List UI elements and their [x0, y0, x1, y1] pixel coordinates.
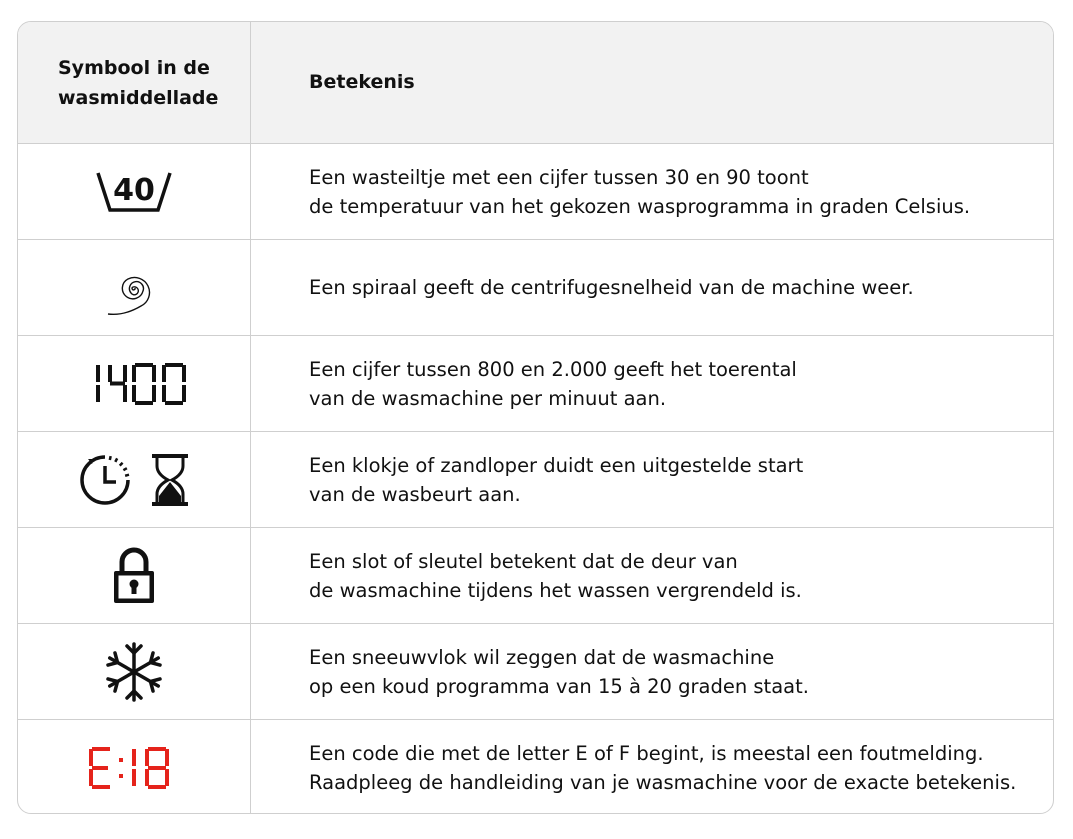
meaning-line-1: Een klokje of zandloper duidt een uitgestelde start — [309, 453, 804, 477]
hourglass-icon — [150, 452, 190, 508]
wash-tub-40-icon — [94, 170, 174, 214]
symbol-cell — [18, 528, 251, 623]
meaning-line-1: Een code die met de letter E of F begint, is meestal een foutmelding. — [309, 741, 984, 765]
table-row — [18, 431, 1053, 527]
spiral-icon — [104, 258, 164, 318]
meaning-line-2: op een koud programma van 15 à 20 graden staat. — [309, 674, 809, 698]
header-meaning-label: Betekenis — [309, 71, 415, 93]
timer-icon — [78, 452, 134, 508]
symbol-table — [17, 21, 1054, 814]
spin-speed-display — [79, 363, 189, 405]
padlock-icon — [111, 547, 157, 605]
header-meaning-cell — [251, 22, 1053, 143]
symbol-cell — [18, 144, 251, 239]
meaning-line-2: van de wasmachine per minuut aan. — [309, 386, 667, 410]
table-row — [18, 527, 1053, 623]
error-code-display — [88, 747, 180, 789]
header-symbol-cell — [18, 22, 251, 143]
table-row — [18, 719, 1053, 814]
table-row — [18, 623, 1053, 719]
meaning-line-1: Een cijfer tussen 800 en 2.000 geeft het toerental — [309, 357, 797, 381]
snowflake-icon — [103, 641, 165, 703]
symbol-cell — [18, 720, 251, 814]
header-symbol-label-line2: wasmiddellade — [58, 86, 219, 109]
symbol-cell — [18, 432, 251, 527]
meaning-cell — [251, 144, 1053, 239]
table-row — [18, 239, 1053, 335]
meaning-line-2: Raadpleeg de handleiding van je wasmachine voor de exacte betekenis. — [309, 770, 1017, 794]
meaning-line-2: de temperatuur van het gekozen wasprogramma in graden Celsius. — [309, 194, 971, 218]
meaning-cell — [251, 336, 1053, 431]
meaning-cell — [251, 528, 1053, 623]
table-row — [18, 335, 1053, 431]
symbol-cell — [18, 624, 251, 719]
timer-and-hourglass-icon — [78, 452, 190, 508]
table-row — [18, 143, 1053, 239]
meaning-line-1: Een spiraal geeft de centrifugesnelheid van de machine weer. — [309, 276, 914, 299]
symbol-cell — [18, 336, 251, 431]
seven-segment-display-icon — [79, 363, 189, 405]
meaning-cell — [251, 624, 1053, 719]
wash-temperature-label: 40 — [113, 172, 155, 208]
error-code-display-icon — [88, 747, 180, 789]
meaning-line-1: Een wasteiltje met een cijfer tussen 30 en 90 toont — [309, 165, 809, 189]
meaning-line-2: van de wasbeurt aan. — [309, 482, 521, 506]
meaning-line-1: Een sneeuwvlok wil zeggen dat de wasmachine — [309, 645, 775, 669]
meaning-line-1: Een slot of sleutel betekent dat de deur van — [309, 549, 738, 573]
symbol-cell — [18, 240, 251, 335]
meaning-cell — [251, 720, 1053, 814]
header-symbol-label-line1: Symbool in de — [58, 56, 210, 79]
meaning-cell — [251, 240, 1053, 335]
meaning-cell — [251, 432, 1053, 527]
meaning-line-2: de wasmachine tijdens het wassen vergrendeld is. — [309, 578, 802, 602]
table-header — [18, 22, 1053, 143]
